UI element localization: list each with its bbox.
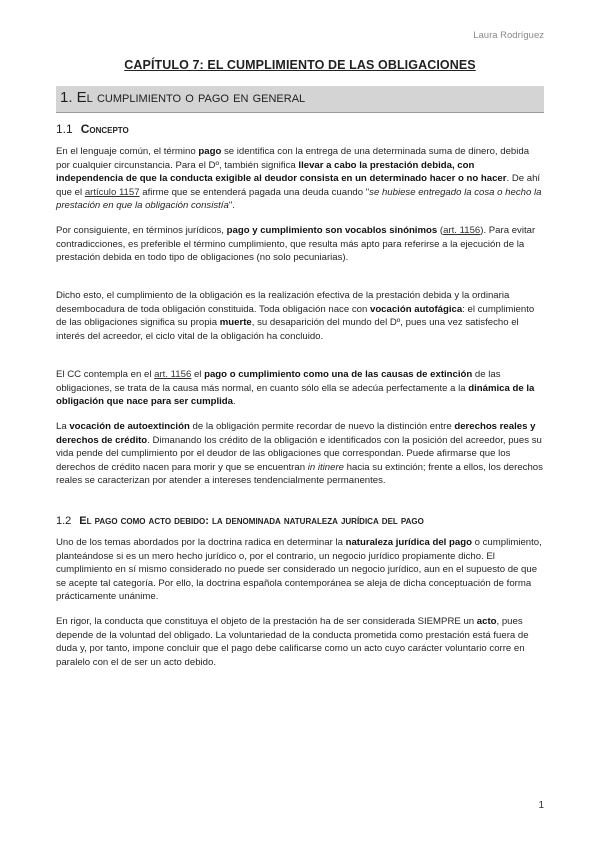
paragraph: Uno de los temas abordados por la doctrina radica en determinar la naturaleza jurídica del pago o cumplimiento, planteándose si es un mero hecho jurídico o, por el contrario, un negocio jurídico propiamente dicho. El cumplimiento en sí mismo considerado no puede ser considerado un negocio jurídico, aun en el supuesto de que se acepte tal categoría. Por ello, la doctrina española contemporánea se aleja de dicha conceptuación de forma prácticamente unánime.	[56, 537, 542, 603]
section-heading-bar	[56, 86, 544, 113]
paragraph: Dicho esto, el cumplimiento de la obligación es la realización efectiva de la prestación debida y la ordinaria desembocadura de toda obligación constituida. Toda obligación nace con vocación autofágica: el cumplimiento de las obligaciones significa su propia muerte, su desaparición del mundo del Dº, pues una vez satisfecho el interés del acreedor, el ciclo vital de la obligación ha concluido.	[56, 290, 535, 342]
section-heading: 1. El cumplimiento o pago en general	[60, 89, 306, 106]
author-header: Laura Rodríguez	[473, 30, 544, 41]
paragraph: En el lenguaje común, el término pago se identifica con la entrega de una determinada suma de dinero, debida por cualquier circunstancia. Para el Dº, también significa llevar a cabo la prestación debida, con independencia de que la conducta exigible al deudor consista en un determinado hacer o no hacer. De ahí que el artículo 1157 afirme que se entenderá pagada una deuda cuando "se hubiese entregado la cosa o hecho la prestación en que la obligación consistía".	[56, 146, 542, 212]
subsection-heading-concepto	[56, 122, 544, 136]
paragraph: Por consiguiente, en términos jurídicos, pago y cumplimiento son vocablos sinónimos (art. 1156). Para evitar contradicciones, es preferible el término cumplimiento, que resulta más apto para referirse a la ejecución de la prestación debida en todo tipo de obligaciones (no solo pecuniarias).	[56, 225, 536, 264]
subsection-number: 1.1	[56, 122, 73, 136]
chapter-title: CAPÍTULO 7: EL CUMPLIMIENTO DE LAS OBLIGACIONES	[124, 58, 476, 72]
paragraph: El CC contempla en el art. 1156 el pago o cumplimiento como una de las causas de extinción de las obligaciones, se trata de la causa más normal, en cuanto sólo ella se adecúa perfectamente a la dinámica de la obligación que nace para ser cumplida.	[56, 369, 535, 408]
subsection-title: El pago como acto debido: la denominada naturaleza jurídica del pago	[79, 515, 424, 527]
subsection-title: Concepto	[80, 122, 129, 136]
paragraph: En rigor, la conducta que constituya el objeto de la prestación ha de ser considerada SIEMPRE un acto, pues depende de la voluntad del obligado. La voluntariedad de la conducta prometida como prestación está fuera de duda y, por tanto, impone concluir que el pago debe calificarse como un acto cuyo carácter voluntario corre en paralelo con el de ser un acto debido.	[56, 616, 529, 668]
article-link[interactable]: art. 1156	[154, 369, 192, 380]
subsection-heading-pago	[56, 515, 544, 527]
article-link[interactable]: artículo 1157	[84, 186, 140, 198]
paragraph: La vocación de autoextinción de la obligación permite recordar de nuevo la distinción entre derechos reales y derechos de crédito. Dimanando los crédito de la obligación e identificados con la posición del acreedor, pues su vida pende del cumplimiento por el deudor de las obligaciones que correspondan. Puede afirmarse que los derechos de crédito nacen para morir y que se encuentran in itinere hacia su extinción; frente a ellos, los derechos reales se caracterizan por atender a intereses tendencialmente permanentes.	[56, 421, 543, 487]
subsection-number: 1.2	[56, 515, 72, 527]
article-link[interactable]: art. 1156	[443, 225, 481, 236]
page-number: 1	[538, 800, 544, 811]
